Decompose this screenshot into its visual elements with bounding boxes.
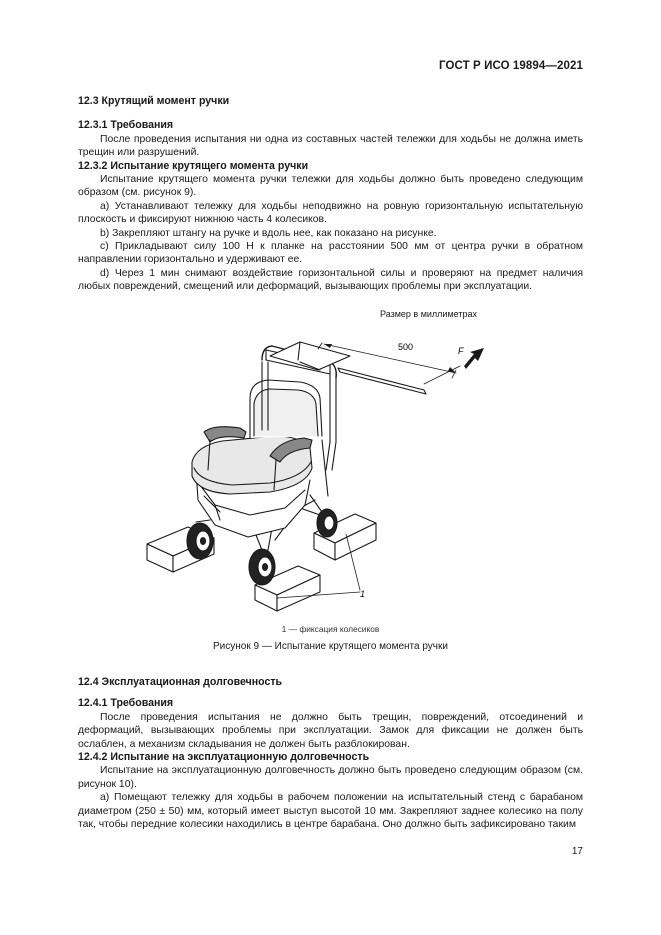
walker-torque-test-figure [0,300,661,660]
page-number: 17 [571,846,583,857]
list-item: d) Через 1 мин снимают воздействие горизонтальной силы и проверяют на предмет наличия любых повреждений, смещений или деформаций, вызывающих проблемы при эксплуатации. [78,267,583,293]
subsection-title: 12.3.1 Требования [78,119,174,132]
figure-legend: 1 — фиксация колесиков [281,624,380,634]
list-item: c) Прикладывают силу 100 Н к планке на расстоянии 500 мм от центра ручки в обратном направлении горизонтально и удерживают ее. [78,241,583,266]
wheel [249,549,275,585]
figure-caption: Рисунок 9 — Испытание крутящего момента ручки [213,641,448,652]
subsection-title: 12.3.2 Испытание крутящего момента ручки [78,159,309,172]
document-standard-header: ГОСТ Р ИСО 19894—2021 [438,60,583,72]
list-item: a) Устанавливают тележку для ходьбы неподвижно на ровную горизонтальную испытательную плоскость и фиксируют нижнюю часть 4 колесиков. [78,200,583,226]
section-12-3 [78,95,583,294]
force-label: F [458,346,464,356]
list-item: b) Закрепляют штангу на ручке и вдоль нее, как показано на рисунке. [100,227,437,239]
paragraph: Испытание на эксплуатационную долговечность должно быть проведено следующим образом (см. рисунок 10). [78,765,583,790]
wheel [317,509,337,537]
section-title: 12.3 Крутящий момент ручки [78,95,230,107]
wheel [187,523,213,559]
section-12-4 [78,676,583,831]
section-title: 12.4 Эксплуатационная долговечность [78,676,283,688]
callout-label: 1 [360,589,366,599]
list-item: a) Помещают тележку для ходьбы в рабочем положении на испытательный стенд с барабаном диаметром (250 ± 50) мм, который имеет выступ высотой 10 мм. Закрепляют заднее колесико на полу так, чтобы передние колесики находились в центре барабана. Оно должно быть зафиксировано таким [78,792,583,831]
figure-units-note: Размер в миллиметрах [380,309,477,319]
force-arrow-icon [464,348,484,369]
subsection-title: 12.4.2 Испытание на эксплуатационную долговечность [78,751,370,764]
paragraph: Испытание крутящего момента ручки тележки для ходьбы должно быть проведено следующим образом (см. рисунок 9). [78,174,583,199]
paragraph: После проведения испытания ни одна из составных частей тележки для ходьбы не должна иметь трещин или разрушений. [78,133,583,159]
dimension-label: 500 [398,342,414,352]
subsection-title: 12.4.1 Требования [78,697,174,710]
paragraph: После проведения испытания не должно быть трещин, повреждений, отсоединений и деформаций, вызывающих проблемы при эксплуатации. Замок для фиксации не должен быть ослаблен, а механизм складывания не должен быть разблокирован. [78,711,583,750]
